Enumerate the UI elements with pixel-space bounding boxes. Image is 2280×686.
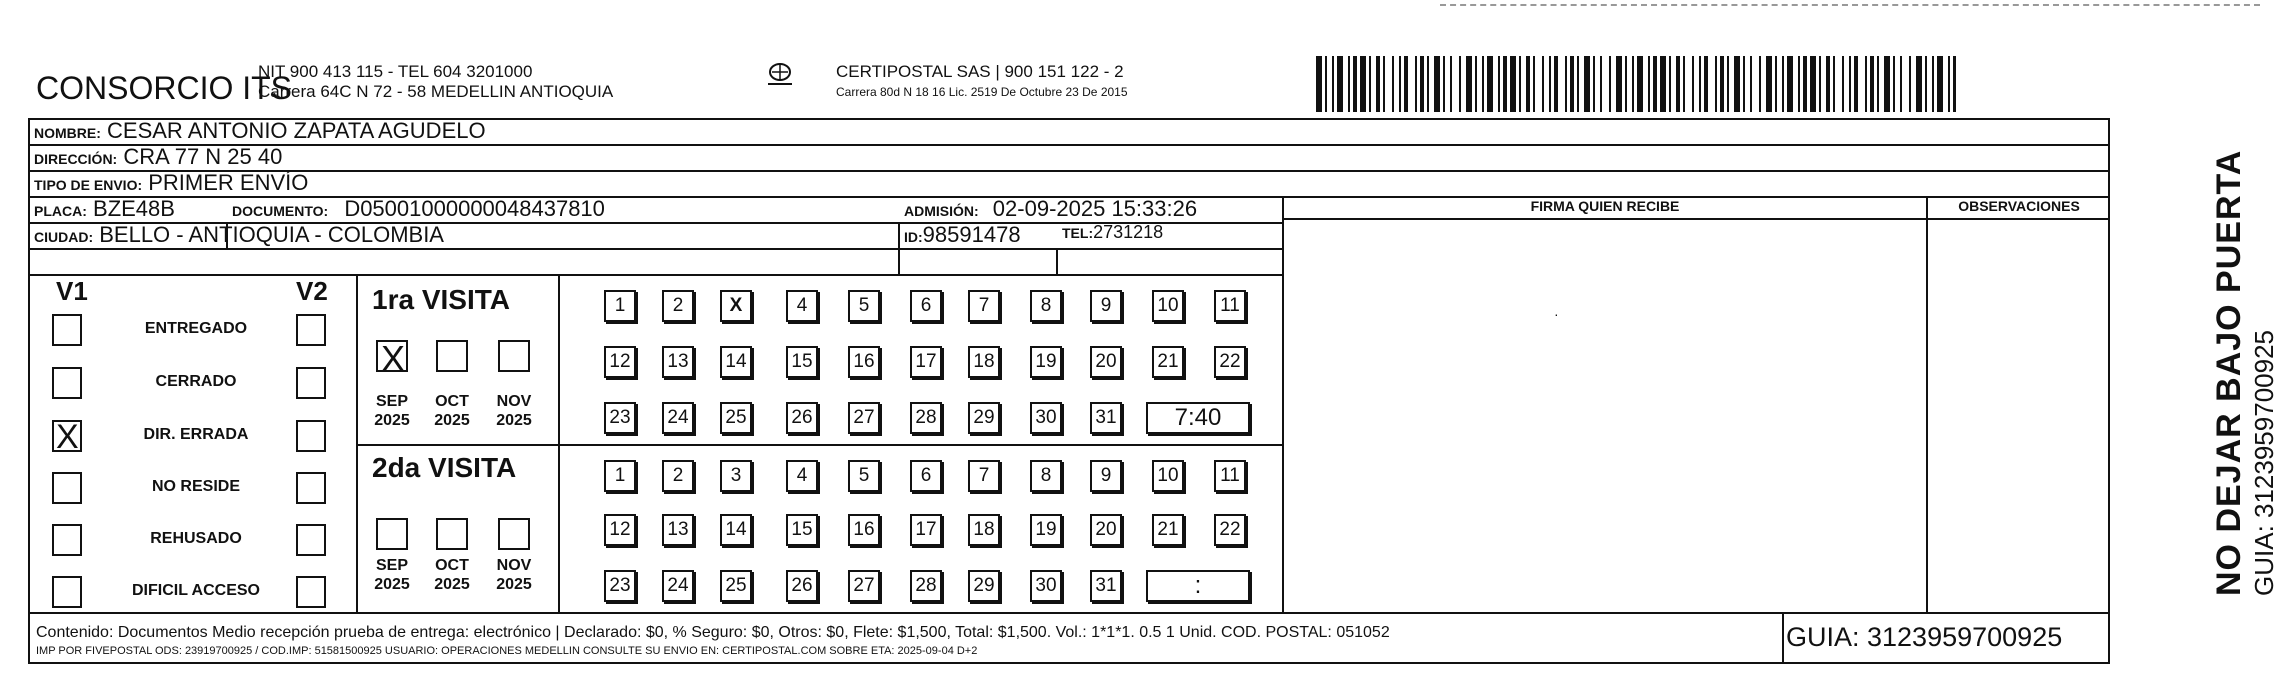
visit2-day-box[interactable]: 30 (1030, 570, 1062, 602)
visit2-day-box[interactable]: 2 (662, 460, 694, 492)
status-label: NO RESIDE (151, 478, 240, 495)
visit2-day-box[interactable]: 18 (968, 514, 1000, 546)
tipo-envio-field: TIPO DE ENVIO: PRIMER ENVÍO (34, 170, 309, 195)
visit2-day-box[interactable]: 21 (1152, 514, 1184, 546)
visit1-month-checkbox[interactable] (376, 340, 408, 372)
visit2-day-box[interactable]: 12 (604, 514, 636, 546)
v2-checkbox[interactable] (296, 367, 326, 399)
admision-field: ADMISIÓN: 02-09-2025 15:33:26 (904, 196, 1198, 221)
visit2-month-checkbox[interactable] (376, 518, 408, 550)
visit1-day-box[interactable]: 2 (662, 290, 694, 322)
v1-checkbox[interactable] (52, 420, 82, 452)
visit2-title: 2da VISITA (372, 452, 517, 483)
visit2-day-box[interactable]: 14 (720, 514, 752, 546)
admision-value: 02-09-2025 15:33:26 (992, 196, 1198, 221)
visit1-day-box[interactable]: 21 (1152, 346, 1184, 378)
id-value: 98591478 (922, 222, 1021, 247)
month-year: 2025 (496, 576, 532, 593)
visit1-day-box[interactable]: 17 (910, 346, 942, 378)
ciudad-field: CIUDAD: BELLO - ANTIOQUIA - COLOMBIA (34, 222, 444, 247)
side-notice (2210, 150, 2280, 596)
month-name: NOV (496, 393, 532, 410)
v1-checkbox[interactable] (52, 367, 82, 399)
observaciones-header: OBSERVACIONES (1958, 198, 2080, 214)
visit2-day-box[interactable]: 22 (1214, 514, 1246, 546)
visit1-day-box[interactable]: 25 (720, 402, 752, 434)
status-label: DIR. ERRADA (143, 426, 249, 443)
visit2-day-box[interactable]: 25 (720, 570, 752, 602)
visit1-title: 1ra VISITA (372, 284, 510, 315)
certipostal-nit: CERTIPOSTAL SAS | 900 151 122 - 2 (836, 62, 1124, 81)
nombre-value: CESAR ANTONIO ZAPATA AGUDELO (107, 118, 486, 143)
visit1-day-box[interactable]: X (720, 290, 752, 322)
visit1-day-box[interactable]: 12 (604, 346, 636, 378)
status-label: REHUSADO (150, 530, 242, 547)
status-label: DIFICIL ACCESO (131, 582, 260, 599)
visit2-day-box[interactable]: 10 (1152, 460, 1184, 492)
direccion-value: CRA 77 N 25 40 (123, 144, 283, 169)
visit2-day-box[interactable]: 9 (1090, 460, 1122, 492)
status-label: CERRADO (155, 373, 237, 390)
nombre-field: NOMBRE: CESAR ANTONIO ZAPATA AGUDELO (34, 118, 486, 143)
visit1-day-box[interactable]: 24 (662, 402, 694, 434)
barcode (1316, 56, 1956, 112)
visit1-day-box[interactable]: 26 (786, 402, 818, 434)
visit1-day-box[interactable]: 29 (968, 402, 1000, 434)
visit2-day-box[interactable]: 19 (1030, 514, 1062, 546)
visit2-month-label (494, 556, 534, 594)
visit2-day-box[interactable]: 31 (1090, 570, 1122, 602)
visit1-day-box[interactable]: 13 (662, 346, 694, 378)
visit2-day-box[interactable]: 13 (662, 514, 694, 546)
v2-checkbox[interactable] (296, 576, 326, 608)
visit1-day-box[interactable]: 27 (848, 402, 880, 434)
visit2-day-box[interactable]: 4 (786, 460, 818, 492)
v1-checkbox[interactable] (52, 576, 82, 608)
visit2-day-box[interactable]: 5 (848, 460, 880, 492)
visit2-day-box[interactable]: 8 (1030, 460, 1062, 492)
visit2-day-box[interactable]: 1 (604, 460, 636, 492)
v2-checkbox[interactable] (296, 472, 326, 504)
tel-field: TEL:2731218 (1062, 222, 1164, 242)
visit1-month-label (432, 392, 472, 430)
month-year: 2025 (374, 412, 410, 429)
visit1-day-box[interactable]: 10 (1152, 290, 1184, 322)
visit2-day-box[interactable]: 26 (786, 570, 818, 602)
nit-line: NIT 900 413 115 - TEL 604 3201000 (258, 62, 533, 81)
visit1-day-box[interactable]: 9 (1090, 290, 1122, 322)
visit2-day-box[interactable]: 6 (910, 460, 942, 492)
visit2-month-label (432, 556, 472, 594)
visit1-day-box[interactable]: 15 (786, 346, 818, 378)
visit1-day-box[interactable]: 30 (1030, 402, 1062, 434)
month-name: NOV (496, 557, 532, 574)
visit2-day-box[interactable]: 27 (848, 570, 880, 602)
v2-header: V2 (296, 276, 328, 306)
visit2-day-box[interactable]: 16 (848, 514, 880, 546)
visit2-day-box[interactable]: 3 (720, 460, 752, 492)
visit1-month-checkbox[interactable] (436, 340, 468, 372)
month-year: 2025 (434, 412, 470, 429)
visit2-month-checkbox[interactable] (436, 518, 468, 550)
month-name: OCT (435, 393, 469, 410)
contenido-line: Contenido: Documentos Medio recepción prueba de entrega: electrónico | Declarado: $0, % Seguro: $0, Otros: $0, Flete: $1,500, Total: $1,500. Vol.: 1*1*1. 0.5 1 Unid. COD. POSTAL: 051052 (36, 624, 1390, 641)
visit1-day-box[interactable]: 6 (910, 290, 942, 322)
month-name: SEP (375, 557, 408, 574)
v2-checkbox[interactable] (296, 524, 326, 556)
company-name: CONSORCIO ITS (36, 70, 293, 106)
visit1-day-box[interactable]: 22 (1214, 346, 1246, 378)
v1-header: V1 (56, 276, 88, 306)
visit1-day-box[interactable]: 4 (786, 290, 818, 322)
visit2-day-box[interactable]: 23 (604, 570, 636, 602)
v1-checkbox[interactable] (52, 472, 82, 504)
visit2-day-box[interactable]: 28 (910, 570, 942, 602)
company-info (258, 62, 613, 102)
visit2-day-box[interactable]: 17 (910, 514, 942, 546)
month-name: SEP (375, 393, 408, 410)
visit2-day-box[interactable]: 11 (1214, 460, 1246, 492)
documento-value: D05001000000048437810 (344, 196, 605, 221)
v1-checkbox[interactable] (52, 314, 82, 346)
tel-value: 2731218 (1093, 222, 1164, 242)
visit1-month-label (372, 392, 412, 430)
visit1-day-box[interactable]: 28 (910, 402, 942, 434)
visit2-day-box[interactable]: 24 (662, 570, 694, 602)
side-guia: GUIA: 3123959700925 (2249, 330, 2279, 596)
tipo-envio-value: PRIMER ENVÍO (148, 170, 309, 195)
visit2-month-label (372, 556, 412, 594)
visit1-day-box[interactable]: 5 (848, 290, 880, 322)
visit2-day-box[interactable]: 7 (968, 460, 1000, 492)
placa-value: BZE48B (93, 196, 175, 221)
visit2-day-box[interactable]: 20 (1090, 514, 1122, 546)
month-name: OCT (435, 557, 469, 574)
visit1-day-box[interactable]: 31 (1090, 402, 1122, 434)
visit1-day-box[interactable]: 19 (1030, 346, 1062, 378)
address-line: Carrera 64C N 72 - 58 MEDELLIN ANTIOQUIA (258, 82, 614, 101)
visit1-month-checkbox[interactable] (498, 340, 530, 372)
firma-header: FIRMA QUIEN RECIBE (1530, 198, 1680, 214)
visit2-time-box[interactable]: : (1146, 570, 1250, 602)
visit1-day-box[interactable]: 23 (604, 402, 636, 434)
visit1-day-box[interactable]: 18 (968, 346, 1000, 378)
visit2-day-box[interactable]: 15 (786, 514, 818, 546)
id-field: ID:98591478 (904, 222, 1021, 247)
v2-checkbox[interactable] (296, 314, 326, 346)
v2-checkbox[interactable] (296, 420, 326, 452)
signature-mark: · (1554, 306, 1559, 322)
certipostal-address: Carrera 80d N 18 16 Lic. 2519 De Octubre 23 De 2015 (836, 85, 1128, 99)
month-year: 2025 (434, 576, 470, 593)
certipostal-info (836, 62, 1128, 102)
documento-field: DOCUMENTO: D05001000000048437810 (232, 196, 605, 221)
ciudad-value: BELLO - ANTIOQUIA - COLOMBIA (99, 222, 444, 247)
visit2-month-checkbox[interactable] (498, 518, 530, 550)
visit1-time-box[interactable]: 7:40 (1146, 402, 1250, 434)
visit1-day-box[interactable]: 14 (720, 346, 752, 378)
visit2-day-box[interactable]: 29 (968, 570, 1000, 602)
status-label: ENTREGADO (144, 320, 248, 337)
month-year: 2025 (374, 576, 410, 593)
visit1-day-box[interactable]: 1 (604, 290, 636, 322)
certipostal-logo (750, 58, 810, 102)
visit1-day-box[interactable]: 8 (1030, 290, 1062, 322)
direccion-field: DIRECCIÓN: CRA 77 N 25 40 (34, 144, 283, 169)
visit1-day-box[interactable]: 20 (1090, 346, 1122, 378)
visit1-day-box[interactable]: 7 (968, 290, 1000, 322)
visit1-day-box[interactable]: 11 (1214, 290, 1246, 322)
v1-checkbox[interactable] (52, 524, 82, 556)
guia-number: GUIA: 3123959700925 (1786, 622, 2063, 652)
visit1-month-label (494, 392, 534, 430)
tear-line (1440, 4, 2260, 6)
visit1-day-box[interactable]: 16 (848, 346, 880, 378)
month-year: 2025 (496, 412, 532, 429)
no-dejar-bajo-puerta: NO DEJAR BAJO PUERTA (2210, 149, 2248, 596)
impresion-line: IMP POR FIVEPOSTAL ODS: 23919700925 / COD.IMP: 51581500925 USUARIO: OPERACIONES MEDELLIN CONSULTE SU ENVIO EN: CERTIPOSTAL.COM SOBRE ETA: 2025-09-04 D+2 (36, 645, 978, 657)
placa-field: PLACA: BZE48B (34, 196, 175, 221)
